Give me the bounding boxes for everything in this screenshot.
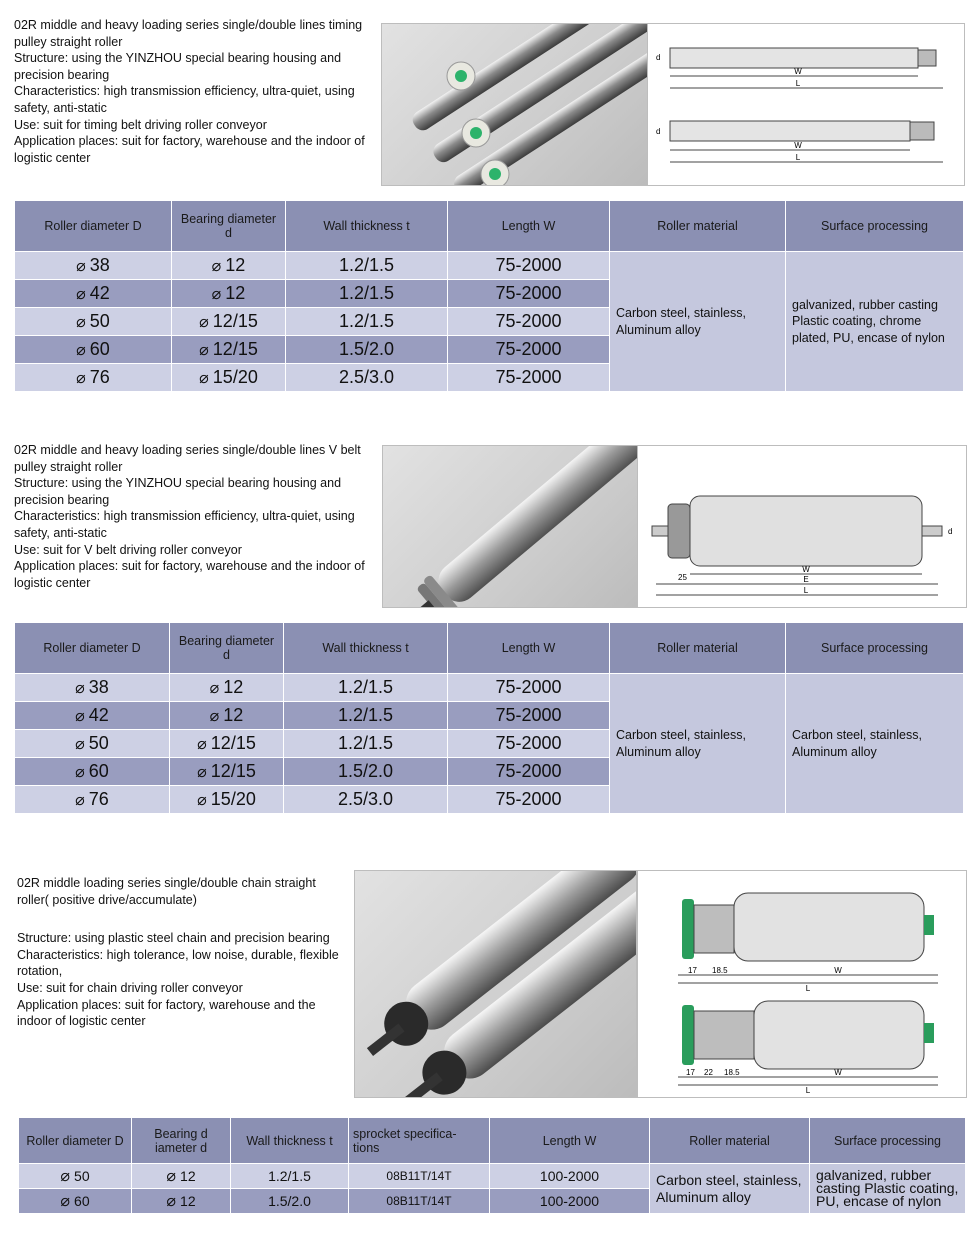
roller-photo	[354, 870, 637, 1098]
chain-roller-illustration	[355, 871, 636, 1097]
cell-surface-processing: galvanized, rubber casting Plastic coating, PU, encase of nylon	[810, 1164, 966, 1214]
cell-bearing-diameter: 15/20	[210, 789, 256, 809]
cell-length: 75-2000	[448, 308, 610, 336]
dim-l-label-2: L	[795, 153, 801, 162]
cell-sprocket: 08B11T/14T	[349, 1164, 490, 1189]
structure-text: Structure: using the YINZHOU special bearing housing and precision bearing	[14, 476, 342, 507]
dim-17-label: 17	[688, 966, 697, 975]
cell-roller-diameter: 38	[89, 255, 110, 275]
technical-drawing	[637, 445, 967, 608]
table-header-row	[19, 1118, 966, 1164]
cell-roller-diameter: 42	[88, 705, 109, 725]
dim-offset-label: 25	[678, 573, 687, 582]
section-v-belt-pulley-roller	[0, 430, 980, 820]
cell-length: 75-2000	[448, 280, 610, 308]
col-wall-thickness: Wall thickness t	[286, 201, 448, 252]
dim-l-label: L	[803, 586, 809, 595]
diameter-symbol: ⌀	[75, 792, 85, 809]
cell-length: 75-2000	[448, 730, 610, 758]
diameter-symbol: ⌀	[199, 370, 209, 387]
col-sprocket-specifications: sprocket specifica- tions	[349, 1118, 490, 1164]
cell-roller-diameter: 50	[89, 311, 110, 331]
cell-roller-diameter: 60	[88, 761, 109, 781]
dim-d-label: d	[948, 527, 953, 536]
technical-drawing	[637, 870, 967, 1098]
table-row	[15, 674, 964, 702]
col-surface-processing: Surface processing	[810, 1118, 966, 1164]
cell-length: 100-2000	[490, 1164, 650, 1189]
col-roller-material: Roller material	[610, 201, 786, 252]
cell-length: 75-2000	[448, 674, 610, 702]
dim-w-label: W	[794, 67, 802, 76]
col-length: Length W	[448, 201, 610, 252]
col-wall-thickness: Wall thickness t	[231, 1118, 349, 1164]
roller-photo	[382, 445, 638, 608]
application-text: Application places: suit for factory, warehouse and the indoor of logistic center	[17, 997, 316, 1029]
characteristics-text: Characteristics: high tolerance, low noise, durable, flexible rotation,	[17, 947, 339, 979]
col-roller-diameter: Roller diameter D	[15, 623, 170, 674]
cell-length: 75-2000	[448, 702, 610, 730]
diameter-symbol: ⌀	[60, 1193, 71, 1210]
timing-pulley-roller-illustration	[382, 24, 647, 185]
chain-roller-dimension-drawing	[638, 871, 966, 1097]
technical-drawing	[647, 23, 965, 186]
cell-wall-thickness: 1.2/1.5	[284, 674, 448, 702]
application-text: Application places: suit for factory, warehouse and the indoor of logistic center	[14, 134, 365, 165]
cell-wall-thickness: 1.2/1.5	[286, 308, 448, 336]
cell-roller-material: Carbon steel, stainless, Aluminum alloy	[610, 252, 786, 392]
cell-roller-diameter: 42	[89, 283, 110, 303]
cell-wall-thickness: 1.5/2.0	[286, 336, 448, 364]
cell-roller-diameter: 60	[89, 339, 110, 359]
dim-l-label: L	[805, 984, 811, 993]
dim-18-5-label: 18.5	[712, 966, 728, 975]
col-bearing-diameter: Bearing diameter d	[172, 201, 286, 252]
product-title: 02R middle and heavy loading series single/double lines timing pulley straight roller	[14, 18, 363, 49]
dim-d-label: d	[656, 53, 661, 62]
dim-d-label-2: d	[656, 127, 661, 136]
cell-length: 75-2000	[448, 364, 610, 392]
product-description	[14, 17, 369, 166]
application-text: Application places: suit for factory, warehouse and the indoor of logistic center	[14, 559, 365, 590]
cell-wall-thickness: 1.2/1.5	[284, 702, 448, 730]
dim-w-label: W	[834, 966, 842, 975]
col-roller-material: Roller material	[650, 1118, 810, 1164]
table-row	[19, 1164, 966, 1189]
cell-roller-diameter: 50	[74, 1168, 90, 1184]
diameter-symbol: ⌀	[209, 680, 220, 697]
diameter-symbol: ⌀	[76, 286, 86, 303]
cell-roller-material: Carbon steel, stainless, Aluminum alloy	[610, 674, 786, 814]
structure-text: Structure: using the YINZHOU special bearing housing and precision bearing	[14, 51, 342, 82]
diameter-symbol: ⌀	[197, 736, 207, 753]
cell-surface-processing: galvanized, rubber casting Plastic coating, chrome plated, PU, encase of nylon	[786, 252, 964, 392]
cell-roller-diameter: 60	[74, 1193, 90, 1209]
col-wall-thickness: Wall thickness t	[284, 623, 448, 674]
cell-bearing-diameter: 12	[223, 705, 244, 725]
cell-length: 75-2000	[448, 786, 610, 814]
table-header-row	[15, 623, 964, 674]
diameter-symbol: ⌀	[60, 1168, 71, 1185]
diameter-symbol: ⌀	[166, 1193, 177, 1210]
cell-wall-thickness: 1.2/1.5	[284, 730, 448, 758]
cell-wall-thickness: 1.5/2.0	[231, 1189, 349, 1214]
diameter-symbol: ⌀	[75, 680, 85, 697]
use-text: Use: suit for chain driving roller conveyor	[17, 980, 243, 995]
characteristics-text: Characteristics: high transmission efficiency, ultra-quiet, using safety, anti-static	[14, 84, 355, 115]
cell-bearing-diameter: 12	[223, 677, 244, 697]
timing-pulley-dimension-drawing	[648, 24, 964, 185]
diameter-symbol: ⌀	[75, 764, 85, 781]
diameter-symbol: ⌀	[76, 258, 86, 275]
dim-w-label-2: W	[834, 1068, 842, 1077]
cell-wall-thickness: 1.2/1.5	[231, 1164, 349, 1189]
v-belt-roller-illustration	[383, 446, 637, 607]
cell-roller-material: Carbon steel, stainless, Aluminum alloy	[650, 1164, 810, 1214]
diameter-symbol: ⌀	[211, 258, 222, 275]
cell-length: 75-2000	[448, 252, 610, 280]
cell-surface-processing: Carbon steel, stainless, Aluminum alloy	[786, 674, 964, 814]
spec-table	[14, 622, 964, 814]
cell-wall-thickness: 2.5/3.0	[286, 364, 448, 392]
cell-bearing-diameter: 12	[225, 283, 246, 303]
col-length: Length W	[490, 1118, 650, 1164]
col-surface-processing: Surface processing	[786, 623, 964, 674]
col-surface-processing: Surface processing	[786, 201, 964, 252]
cell-length: 75-2000	[448, 758, 610, 786]
spec-table	[14, 200, 964, 392]
col-roller-diameter: Roller diameter D	[19, 1118, 132, 1164]
spec-table	[18, 1117, 966, 1214]
cell-wall-thickness: 1.5/2.0	[284, 758, 448, 786]
diameter-symbol: ⌀	[76, 342, 86, 359]
dim-l-label-2: L	[805, 1086, 811, 1095]
characteristics-text: Characteristics: high transmission efficiency, ultra-quiet, using safety, anti-static	[14, 509, 355, 540]
use-text: Use: suit for timing belt driving roller conveyor	[14, 117, 267, 132]
col-length: Length W	[448, 623, 610, 674]
product-title: 02R middle and heavy loading series single/double lines V belt pulley straight roller	[14, 443, 361, 474]
diameter-symbol: ⌀	[199, 342, 209, 359]
dim-22-label: 22	[704, 1068, 713, 1077]
diameter-symbol: ⌀	[209, 708, 220, 725]
col-roller-diameter: Roller diameter D	[15, 201, 172, 252]
cell-length: 75-2000	[448, 336, 610, 364]
cell-wall-thickness: 1.2/1.5	[286, 252, 448, 280]
cell-roller-diameter: 38	[88, 677, 109, 697]
col-bearing-diameter: Bearing d iameter d	[132, 1118, 231, 1164]
table-header-row	[15, 201, 964, 252]
col-bearing-diameter: Bearing diameter d	[170, 623, 284, 674]
use-text: Use: suit for V belt driving roller conveyor	[14, 542, 242, 557]
v-belt-dimension-drawing	[638, 446, 966, 607]
product-title: 02R middle loading series single/double chain straight roller( positive drive/accumulate)	[17, 876, 316, 907]
diameter-symbol: ⌀	[76, 314, 86, 331]
diameter-symbol: ⌀	[197, 764, 207, 781]
cell-length: 100-2000	[490, 1189, 650, 1214]
roller-photo	[381, 23, 648, 186]
dim-l-label: L	[795, 79, 801, 88]
cell-roller-diameter: 50	[88, 733, 109, 753]
diameter-symbol: ⌀	[76, 370, 86, 387]
diameter-symbol: ⌀	[166, 1168, 177, 1185]
product-description	[17, 875, 349, 1030]
cell-roller-diameter: 76	[88, 789, 109, 809]
section-timing-pulley-roller	[0, 0, 980, 400]
dim-w-label: W	[802, 565, 810, 574]
table-row	[15, 252, 964, 280]
cell-bearing-diameter: 12/15	[210, 761, 256, 781]
cell-wall-thickness: 2.5/3.0	[284, 786, 448, 814]
cell-bearing-diameter: 15/20	[212, 367, 258, 387]
cell-roller-diameter: 76	[89, 367, 110, 387]
diameter-symbol: ⌀	[211, 286, 222, 303]
dim-17-label-2: 17	[686, 1068, 695, 1077]
dim-e-label: E	[803, 575, 809, 584]
cell-bearing-diameter: 12/15	[212, 339, 258, 359]
dim-w-label-2: W	[794, 141, 802, 150]
diameter-symbol: ⌀	[75, 708, 85, 725]
cell-bearing-diameter: 12	[180, 1193, 196, 1209]
cell-bearing-diameter: 12/15	[212, 311, 258, 331]
section-chain-roller	[0, 860, 980, 1230]
cell-bearing-diameter: 12/15	[210, 733, 256, 753]
dim-18-5-label-2: 18.5	[724, 1068, 740, 1077]
cell-wall-thickness: 1.2/1.5	[286, 280, 448, 308]
product-description	[14, 442, 376, 591]
structure-text: Structure: using plastic steel chain and precision bearing	[17, 931, 330, 946]
diameter-symbol: ⌀	[199, 314, 209, 331]
cell-sprocket: 08B11T/14T	[349, 1189, 490, 1214]
col-roller-material: Roller material	[610, 623, 786, 674]
cell-bearing-diameter: 12	[225, 255, 246, 275]
cell-bearing-diameter: 12	[180, 1168, 196, 1184]
diameter-symbol: ⌀	[75, 736, 85, 753]
diameter-symbol: ⌀	[197, 792, 207, 809]
